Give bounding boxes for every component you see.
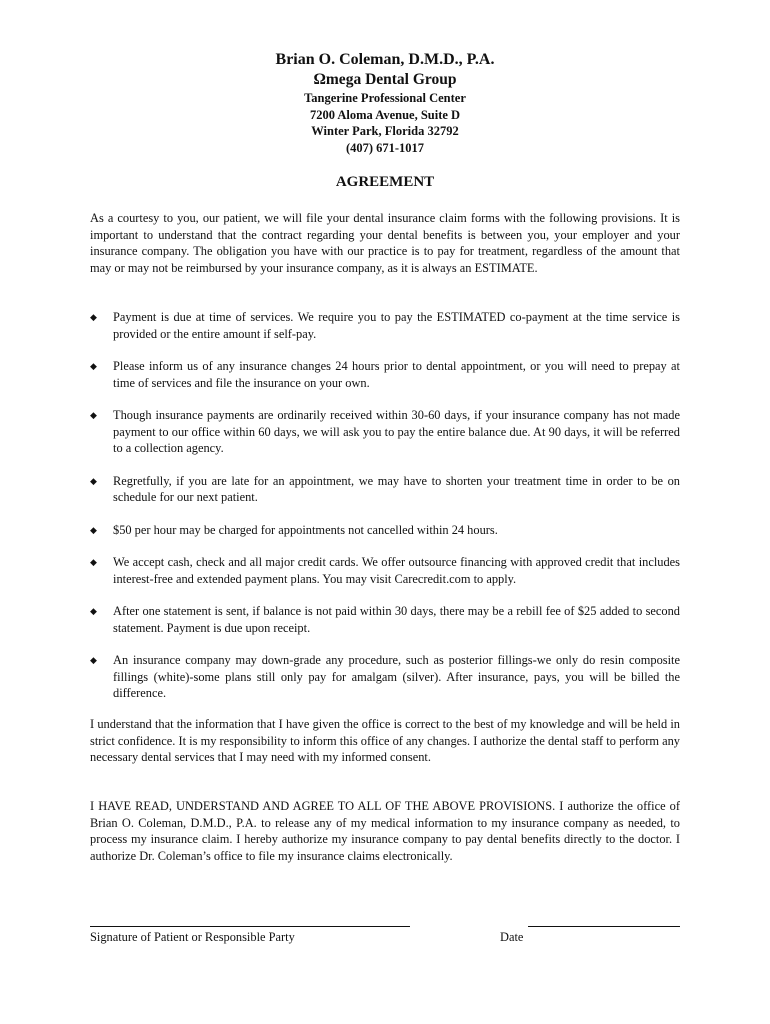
address-line-1: 7200 Aloma Avenue, Suite D [309, 107, 461, 122]
diamond-bullet-icon: ◆ [90, 524, 97, 535]
address-line-2: Winter Park, Florida 32792 [311, 124, 459, 138]
phone-number: (407) 671-1017 [345, 140, 425, 155]
list-item-text: After one statement is sent, if balance is not paid within 30 days, there may be a rebill fee of $25 added to second statement. Payment is due upon receipt. [113, 604, 680, 635]
list-item-text: Payment is due at time of services. We require you to pay the ESTIMATED co-payment at the time service is provided or the entire amount if self-pay. [113, 310, 680, 341]
diamond-bullet-icon: ◆ [90, 475, 97, 486]
diamond-bullet-icon: ◆ [90, 557, 97, 567]
list-item [90, 407, 680, 457]
list-item [90, 554, 680, 587]
list-item-text: Regretfully, if you are late for an appointment, we may have to shorten your treatment time in order to be on schedule for our next patient. [113, 473, 680, 504]
list-item [90, 522, 680, 539]
list-item [90, 603, 680, 636]
intro-paragraph: As a courtesy to you, our patient, we will file your dental insurance claim forms with the following provisions. It is important to understand that the contract regarding your dental benefits is between you, your employer and your insurance company. The obligation you have with our practice is to pay for treatment, regardless of the amount that may or may not be reimbursed by your insurance company, as it is always an ESTIMATE. [90, 211, 680, 275]
list-item-text: Though insurance payments are ordinarily received within 30-60 days, if your insurance company has not made payment to our office within 60 days, we will ask you to pay the entire balance due. At 90 days, it will be referred to a collection agency. [113, 408, 680, 455]
diamond-bullet-icon: ◆ [90, 312, 97, 322]
list-item-text: Please inform us of any insurance changes 24 hours prior to dental appointment, or you will need to prepay at time of services and file the insurance on your own. [113, 359, 680, 390]
list-item [90, 358, 680, 391]
date-label: Date [500, 930, 524, 944]
signature-block [90, 918, 680, 958]
document-title: AGREEMENT [335, 174, 435, 190]
patient-signature-label: Signature of Patient or Responsible Party [90, 930, 295, 944]
list-item [90, 309, 680, 342]
provisions-list [90, 309, 680, 718]
list-item-text: $50 per hour may be charged for appointments not cancelled within 24 hours. [113, 522, 498, 537]
practice-name: Brian O. Coleman, D.M.D., P.A. [275, 51, 495, 68]
date-signature-line[interactable] [528, 918, 680, 927]
list-item [90, 652, 680, 702]
diamond-bullet-icon: ◆ [90, 655, 97, 665]
letterhead [0, 50, 770, 156]
list-item [90, 473, 680, 506]
diamond-bullet-icon: ◆ [90, 606, 97, 616]
list-item-text: An insurance company may down-grade any procedure, such as posterior fillings-we only do resin composite fillings (white)-some plans still only pay for amalgam (silver). After insurance, pays, you will be billed the difference. [113, 653, 680, 700]
diamond-bullet-icon: ◆ [90, 361, 97, 371]
list-item-text: We accept cash, check and all major credit cards. We offer outsource financing with approved credit that includes interest-free and extended payment plans. You may visit Carecredit.com to apply. [113, 555, 680, 586]
diamond-bullet-icon: ◆ [90, 410, 97, 420]
center-name: Tangerine Professional Center [304, 91, 466, 105]
understanding-paragraph: I understand that the information that I have given the office is correct to the best of my knowledge and will be held in strict confidence. It is my responsibility to inform this office of any changes. I authorize the dental staff to perform any necessary dental services that I may need with my informed consent. [90, 717, 680, 764]
group-name: Ωmega Dental Group [313, 71, 457, 88]
patient-signature-line[interactable] [90, 918, 410, 927]
authorization-paragraph: I HAVE READ, UNDERSTAND AND AGREE TO ALL OF THE ABOVE PROVISIONS. I authorize the office of Brian O. Coleman, D.M.D., P.A. to release any of my medical information to my insurance company as needed, to process my insurance claim. I hereby authorize my insurance company to pay dental benefits directly to the doctor. I authorize Dr. Coleman’s office to file my insurance claims electronically. [90, 799, 680, 863]
